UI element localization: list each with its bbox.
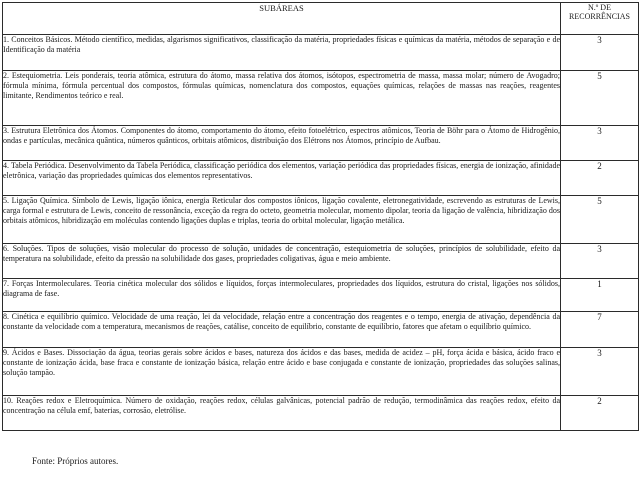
row-2-count: 5 xyxy=(561,71,639,126)
table-row xyxy=(3,312,639,348)
row-1-text: 1. Conceitos Básicos. Método científico, medidas, algarismos significativos, classificação da matéria, propriedades físicas e químicas da matéria, métodos de separação e de Identificação da matéria xyxy=(3,35,561,71)
table-row xyxy=(3,196,639,244)
row-2-text: 2. Estequiometria. Leis ponderais, teoria atômica, estrutura do átomo, massa relativa dos átomos, isótopos, espectrometria de massa, massa molar; número de Avogadro; fórmula mínima, fórmula percentual dos compostos, fórmulas químicas, nomenclatura dos compostos, equações químicas, relações de massas nas reações, reagentes limitante, Rendimentos teórico e real. xyxy=(3,71,561,126)
row-10-text: 10. Reações redox e Eletroquímica. Número de oxidação, reações redox, células galvânicas, potencial padrão de redução, termodinâmica das reações redox, efeito da concentração na célula emf, baterias, corrosão, eletrólise. xyxy=(3,396,561,431)
table-row xyxy=(3,161,639,196)
table-row xyxy=(3,279,639,312)
source-note: Fonte: Próprios autores. xyxy=(32,456,119,466)
row-6-count: 3 xyxy=(561,244,639,279)
row-10-count: 2 xyxy=(561,396,639,431)
row-8-text: 8. Cinética e equilíbrio químico. Velocidade de uma reação, lei da velocidade, relação entre a concentração dos reagentes e o tempo, energia de ativação, dependência da constante da velocidade com a temperatura, mecanismos de reações, catálise, conceito de equilíbrio, constante de equilíbrio, fatores que afetam o equilíbrio químico. xyxy=(3,312,561,348)
row-3-count: 3 xyxy=(561,126,639,161)
header-row xyxy=(3,3,639,35)
table-row xyxy=(3,396,639,431)
row-7-count: 1 xyxy=(561,279,639,312)
table-row xyxy=(3,126,639,161)
row-5-count: 5 xyxy=(561,196,639,244)
subareas-table xyxy=(2,2,639,431)
table-row xyxy=(3,35,639,71)
row-9-count: 3 xyxy=(561,348,639,396)
row-3-text: 3. Estrutura Eletrônica dos Átomos. Componentes do átomo, comportamento do átomo, efeito fotoelétrico, espectros atômicos, Teoria de Böhr para o Átomo de Hidrogênio, ondas e partículas, mecânica quântica, números quânticos, orbitais atômicos, distribuição dos Elétrons nos Átomos, princípio de Aufbau. xyxy=(3,126,561,161)
row-9-text: 9. Ácidos e Bases. Dissociação da água, teorias gerais sobre ácidos e bases, natureza dos ácidos e das bases, medida de acidez – pH, força ácida e básica, ácido fraco e constante de ionização ácida, base fraca e constante de ionização básica, relação entre ácido e base conjugada e constante de ionização, propriedades das soluções salinas, solução tampão. xyxy=(3,348,561,396)
row-7-text: 7. Forças Intermoleculares. Teoria cinética molecular dos sólidos e líquidos, forças intermoleculares, propriedades dos líquidos, estrutura do cristal, ligações nos sólidos, diagrama de fase. xyxy=(3,279,561,312)
row-4-text: 4. Tabela Periódica. Desenvolvimento da Tabela Periódica, classificação periódica dos elementos, variação periódica das propriedades físicas, energia de ionização, afinidade eletrônica, variação das propriedades químicas dos elementos representativos. xyxy=(3,161,561,196)
row-4-count: 2 xyxy=(561,161,639,196)
row-8-count: 7 xyxy=(561,312,639,348)
row-5-text: 5. Ligação Química. Símbolo de Lewis, ligação iônica, energia Reticular dos compostos iônicos, ligação covalente, eletronegatividade, escrevendo as estruturas de Lewis, carga formal e estrutura de Lewis, conceito de ressonância, exceção da regra do octeto, geometria molecular, momento dipolar, teoria da ligação de valência, hibridização dos orbitais atômicos, hibridização em moléculas contendo ligações duplas e triplas, teoria do orbital molecular, ligação metálica. xyxy=(3,196,561,244)
header-subareas: SUBÁREAS xyxy=(3,3,561,35)
row-1-count: 3 xyxy=(561,35,639,71)
row-6-text: 6. Soluções. Tipos de soluções, visão molecular do processo de solução, unidades de concentração, estequiometria de soluções, princípios de solubilidade, efeito da temperatura na solubilidade, efeito da pressão na solubilidade dos gases, propriedades coligativas, água e meio ambiente. xyxy=(3,244,561,279)
table-row xyxy=(3,71,639,126)
table-row xyxy=(3,244,639,279)
header-count-line1: N.º DE xyxy=(588,3,611,12)
header-count-line2: RECORRÊNCIAS xyxy=(569,12,630,21)
header-count xyxy=(561,3,639,35)
table-row xyxy=(3,348,639,396)
